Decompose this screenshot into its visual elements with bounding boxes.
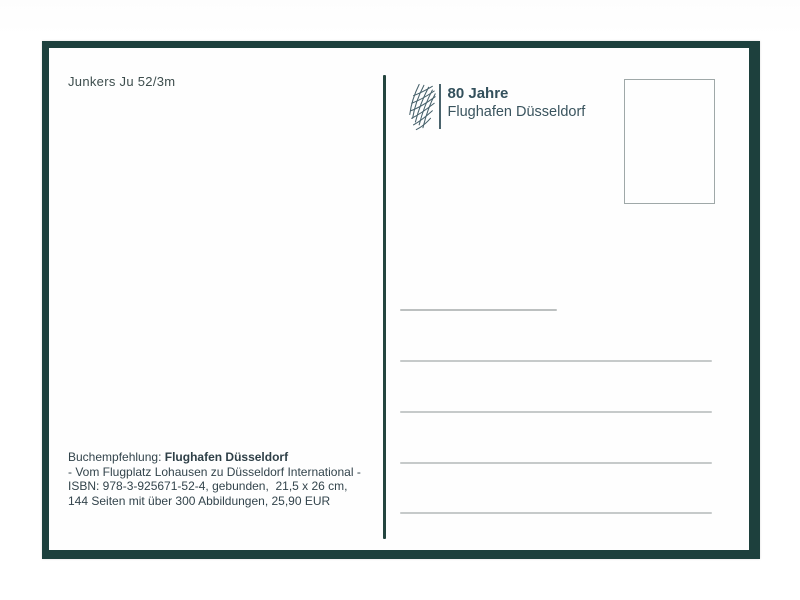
- book-subtitle: - Vom Flugplatz Lohausen zu Düsseldorf International -: [68, 464, 361, 479]
- postcard: [42, 41, 760, 559]
- book-title: Flughafen Düsseldorf: [164, 450, 289, 464]
- book-isbn: ISBN: 978-3-925671-52-4, gebunden, 21,5 x 26 cm,: [68, 479, 348, 493]
- airport-anniversary-logo: [406, 81, 585, 133]
- book-recommendation: [68, 450, 361, 508]
- stamp-box: [624, 79, 715, 204]
- logo-separator: [439, 84, 441, 129]
- logo-text: [448, 85, 586, 121]
- mesh-logo-icon: [406, 81, 438, 133]
- center-divider-line: [383, 75, 386, 539]
- address-line: [400, 462, 712, 464]
- book-details: 144 Seiten mit über 300 Abbildungen, 25,90 EUR: [68, 493, 331, 508]
- logo-subtitle: Flughafen Düsseldorf: [447, 104, 586, 120]
- address-line: [400, 512, 712, 514]
- address-line: [400, 360, 712, 362]
- book-recommendation-heading: [68, 450, 361, 465]
- logo-title: 80 Jahre: [447, 85, 509, 102]
- book-recommendation-label: Buchempfehlung:: [68, 450, 162, 464]
- address-line: [400, 309, 557, 311]
- address-line: [400, 411, 712, 413]
- photo-caption: Junkers Ju 52/3m: [68, 74, 176, 89]
